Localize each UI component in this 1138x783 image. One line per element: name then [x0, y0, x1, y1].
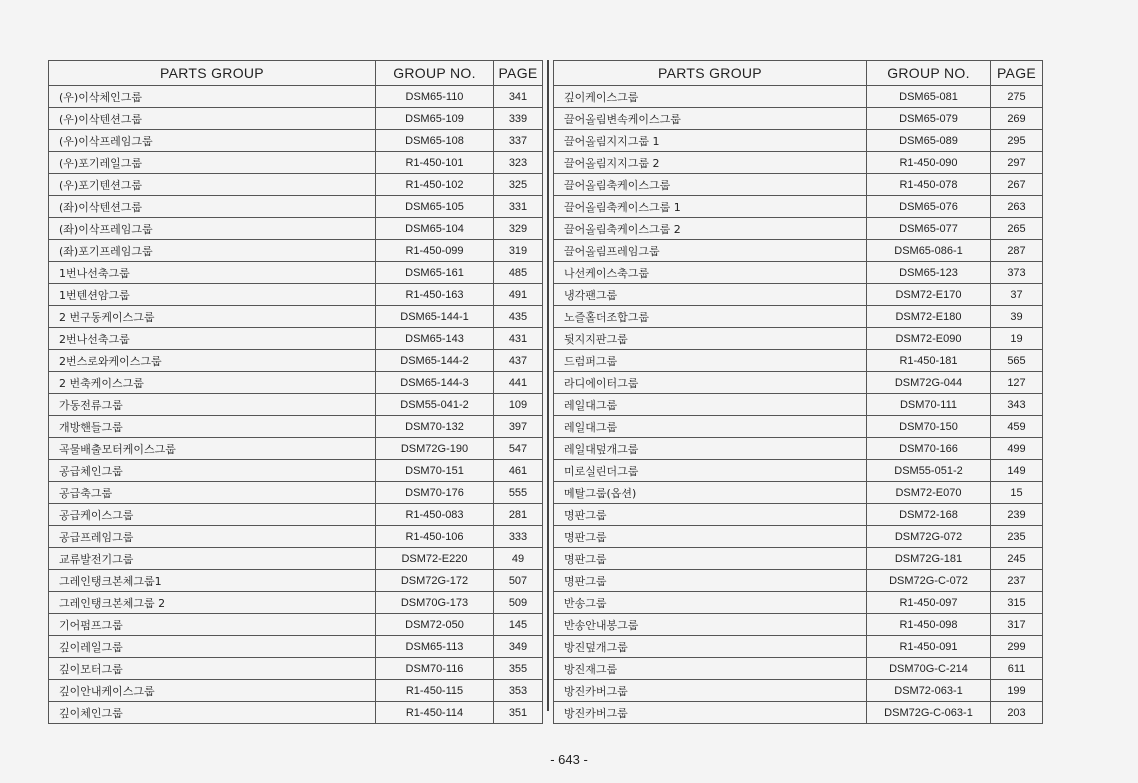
- group-no-cell: R1-450-091: [867, 636, 991, 658]
- table-row: [554, 284, 1043, 306]
- page-cell: 245: [991, 548, 1043, 570]
- group-no-cell: DSM65-076: [867, 196, 991, 218]
- part-name-cell: 끌어올림변속케이스그룹: [554, 108, 867, 130]
- header-page: PAGE: [991, 61, 1043, 86]
- page-cell: 431: [494, 328, 543, 350]
- group-no-cell: DSM70-176: [376, 482, 494, 504]
- part-name-cell: 반송안내봉그룹: [554, 614, 867, 636]
- table-row: [554, 174, 1043, 196]
- part-name-cell: (우)포기레일그룹: [49, 152, 376, 174]
- table-row: [49, 328, 543, 350]
- table-row: [554, 636, 1043, 658]
- part-name-cell: 방진카버그룹: [554, 702, 867, 724]
- table-row: [554, 658, 1043, 680]
- part-name-cell: 끌어올림프레임그룹: [554, 240, 867, 262]
- part-name-cell: (우)이삭체인그룹: [49, 86, 376, 108]
- part-name-cell: (좌)포기프레임그룹: [49, 240, 376, 262]
- table-row: [49, 284, 543, 306]
- table-row: [49, 130, 543, 152]
- table-header-row: [554, 61, 1043, 86]
- table-row: [554, 416, 1043, 438]
- page-cell: 39: [991, 306, 1043, 328]
- page-cell: 565: [991, 350, 1043, 372]
- group-no-cell: DSM72-E090: [867, 328, 991, 350]
- part-name-cell: 방진덮개그룹: [554, 636, 867, 658]
- page-cell: 349: [494, 636, 543, 658]
- page-cell: 547: [494, 438, 543, 460]
- table-row: [49, 372, 543, 394]
- table-row: [554, 108, 1043, 130]
- group-no-cell: DSM72-050: [376, 614, 494, 636]
- page-cell: 267: [991, 174, 1043, 196]
- group-no-cell: R1-450-101: [376, 152, 494, 174]
- part-name-cell: 미로실린더그룹: [554, 460, 867, 482]
- group-no-cell: DSM65-143: [376, 328, 494, 350]
- group-no-cell: DSM70-132: [376, 416, 494, 438]
- part-name-cell: 명판그룹: [554, 570, 867, 592]
- page-cell: 329: [494, 218, 543, 240]
- page-cell: 343: [991, 394, 1043, 416]
- page-cell: 199: [991, 680, 1043, 702]
- part-name-cell: 노즐홀더조합그룹: [554, 306, 867, 328]
- page-cell: 315: [991, 592, 1043, 614]
- part-name-cell: 레일대덮개그룹: [554, 438, 867, 460]
- page-cell: 295: [991, 130, 1043, 152]
- page-cell: 435: [494, 306, 543, 328]
- page-cell: 269: [991, 108, 1043, 130]
- part-name-cell: 방진카버그룹: [554, 680, 867, 702]
- page-cell: 325: [494, 174, 543, 196]
- table-row: [49, 548, 543, 570]
- parts-table-right: [553, 60, 1043, 724]
- page-cell: 149: [991, 460, 1043, 482]
- group-no-cell: DSM72-E180: [867, 306, 991, 328]
- part-name-cell: 공급케이스그룹: [49, 504, 376, 526]
- table-row: [49, 526, 543, 548]
- part-name-cell: 냉각팬그룹: [554, 284, 867, 306]
- group-no-cell: DSM72-168: [867, 504, 991, 526]
- table-row: [49, 196, 543, 218]
- header-group-no: GROUP NO.: [867, 61, 991, 86]
- page-cell: 203: [991, 702, 1043, 724]
- page-number: - 643 -: [550, 752, 588, 767]
- group-no-cell: DSM72G-044: [867, 372, 991, 394]
- group-no-cell: DSM72-E220: [376, 548, 494, 570]
- table-row: [49, 218, 543, 240]
- table-row: [49, 614, 543, 636]
- page-cell: 441: [494, 372, 543, 394]
- group-no-cell: DSM70G-C-214: [867, 658, 991, 680]
- table-row: [554, 504, 1043, 526]
- group-no-cell: DSM72-063-1: [867, 680, 991, 702]
- page-cell: 317: [991, 614, 1043, 636]
- group-no-cell: DSM65-144-2: [376, 350, 494, 372]
- page-cell: 239: [991, 504, 1043, 526]
- table-row: [49, 416, 543, 438]
- group-no-cell: DSM72G-172: [376, 570, 494, 592]
- group-no-cell: DSM72G-C-063-1: [867, 702, 991, 724]
- group-no-cell: DSM65-109: [376, 108, 494, 130]
- header-group-no: GROUP NO.: [376, 61, 494, 86]
- page-cell: 265: [991, 218, 1043, 240]
- part-name-cell: 명판그룹: [554, 504, 867, 526]
- part-name-cell: 공급체인그룹: [49, 460, 376, 482]
- page-cell: 297: [991, 152, 1043, 174]
- group-no-cell: R1-450-099: [376, 240, 494, 262]
- group-no-cell: DSM65-081: [867, 86, 991, 108]
- page-cell: 461: [494, 460, 543, 482]
- table-row: [49, 108, 543, 130]
- page-cell: 145: [494, 614, 543, 636]
- part-name-cell: (우)포기텐션그룹: [49, 174, 376, 196]
- table-row: [554, 218, 1043, 240]
- page-cell: 237: [991, 570, 1043, 592]
- part-name-cell: 2번나선축그룹: [49, 328, 376, 350]
- part-name-cell: 2 번축케이스그룹: [49, 372, 376, 394]
- part-name-cell: 방진재그룹: [554, 658, 867, 680]
- page-cell: 37: [991, 284, 1043, 306]
- part-name-cell: 깊이체인그룹: [49, 702, 376, 724]
- part-name-cell: (좌)이삭프레임그룹: [49, 218, 376, 240]
- table-row: [49, 394, 543, 416]
- table-row: [49, 482, 543, 504]
- part-name-cell: 공급프레임그룹: [49, 526, 376, 548]
- group-no-cell: DSM65-077: [867, 218, 991, 240]
- part-name-cell: 끌어올림축케이스그룹 2: [554, 218, 867, 240]
- part-name-cell: 레일대그룹: [554, 416, 867, 438]
- table-row: [49, 702, 543, 724]
- page-cell: 127: [991, 372, 1043, 394]
- parts-table-left: [48, 60, 543, 724]
- part-name-cell: 1번텐션암그룹: [49, 284, 376, 306]
- table-row: [49, 240, 543, 262]
- group-no-cell: DSM65-123: [867, 262, 991, 284]
- table-row: [554, 614, 1043, 636]
- group-no-cell: DSM65-108: [376, 130, 494, 152]
- page-cell: 323: [494, 152, 543, 174]
- group-no-cell: DSM55-041-2: [376, 394, 494, 416]
- table-row: [49, 504, 543, 526]
- page-cell: 319: [494, 240, 543, 262]
- part-name-cell: 드럼퍼그룹: [554, 350, 867, 372]
- page-cell: 509: [494, 592, 543, 614]
- table-row: [554, 372, 1043, 394]
- table-row: [49, 438, 543, 460]
- page-cell: 275: [991, 86, 1043, 108]
- page-cell: 611: [991, 658, 1043, 680]
- group-no-cell: DSM72-E070: [867, 482, 991, 504]
- table-row: [554, 702, 1043, 724]
- part-name-cell: 깊이안내케이스그룹: [49, 680, 376, 702]
- group-no-cell: R1-450-106: [376, 526, 494, 548]
- group-no-cell: DSM65-161: [376, 262, 494, 284]
- part-name-cell: 그레인탱크본체그룹1: [49, 570, 376, 592]
- group-no-cell: R1-450-083: [376, 504, 494, 526]
- part-name-cell: 깊이케이스그룹: [554, 86, 867, 108]
- page-cell: 507: [494, 570, 543, 592]
- table-row: [49, 174, 543, 196]
- part-name-cell: 반송그룹: [554, 592, 867, 614]
- table-row: [49, 86, 543, 108]
- group-no-cell: R1-450-114: [376, 702, 494, 724]
- group-no-cell: DSM70G-173: [376, 592, 494, 614]
- part-name-cell: 1번나선축그룹: [49, 262, 376, 284]
- page-cell: 353: [494, 680, 543, 702]
- part-name-cell: 끌어올림지지그룹 2: [554, 152, 867, 174]
- group-no-cell: R1-450-181: [867, 350, 991, 372]
- table-row: [554, 526, 1043, 548]
- table-row: [49, 592, 543, 614]
- page-cell: 331: [494, 196, 543, 218]
- page-cell: 339: [494, 108, 543, 130]
- table-row: [49, 262, 543, 284]
- page-cell: 287: [991, 240, 1043, 262]
- group-no-cell: R1-450-115: [376, 680, 494, 702]
- part-name-cell: 기어펌프그룹: [49, 614, 376, 636]
- page-cell: 49: [494, 548, 543, 570]
- group-no-cell: DSM70-111: [867, 394, 991, 416]
- table-row: [49, 636, 543, 658]
- group-no-cell: R1-450-090: [867, 152, 991, 174]
- group-no-cell: R1-450-163: [376, 284, 494, 306]
- page-cell: 491: [494, 284, 543, 306]
- group-no-cell: R1-450-102: [376, 174, 494, 196]
- part-name-cell: 교류발전기그룹: [49, 548, 376, 570]
- part-name-cell: (우)이삭텐션그룹: [49, 108, 376, 130]
- table-row: [554, 130, 1043, 152]
- group-no-cell: DSM72-E170: [867, 284, 991, 306]
- page-cell: 299: [991, 636, 1043, 658]
- page-cell: 341: [494, 86, 543, 108]
- part-name-cell: 명판그룹: [554, 548, 867, 570]
- page-cell: 373: [991, 262, 1043, 284]
- page-cell: 459: [991, 416, 1043, 438]
- part-name-cell: (우)이삭프레임그룹: [49, 130, 376, 152]
- page-cell: 499: [991, 438, 1043, 460]
- part-name-cell: 끌어올림지지그룹 1: [554, 130, 867, 152]
- table-row: [49, 152, 543, 174]
- group-no-cell: DSM65-144-3: [376, 372, 494, 394]
- group-no-cell: DSM65-086-1: [867, 240, 991, 262]
- part-name-cell: 가동전류그룹: [49, 394, 376, 416]
- part-name-cell: 2 번구동케이스그룹: [49, 306, 376, 328]
- table-row: [554, 306, 1043, 328]
- part-name-cell: 레일대그룹: [554, 394, 867, 416]
- page-cell: 337: [494, 130, 543, 152]
- table-row: [49, 350, 543, 372]
- page-cell: 281: [494, 504, 543, 526]
- group-no-cell: R1-450-078: [867, 174, 991, 196]
- page-cell: 109: [494, 394, 543, 416]
- page-cell: 263: [991, 196, 1043, 218]
- table-row: [554, 592, 1043, 614]
- part-name-cell: 라디에이터그룹: [554, 372, 867, 394]
- group-no-cell: DSM72G-190: [376, 438, 494, 460]
- table-row: [554, 570, 1043, 592]
- part-name-cell: 메탈그룹(옵션): [554, 482, 867, 504]
- table-row: [554, 680, 1043, 702]
- group-no-cell: DSM65-104: [376, 218, 494, 240]
- table-row: [49, 658, 543, 680]
- header-parts-group: PARTS GROUP: [49, 61, 376, 86]
- part-name-cell: 깊이레일그룹: [49, 636, 376, 658]
- page-cell: 333: [494, 526, 543, 548]
- part-name-cell: 2번스로와케이스그룹: [49, 350, 376, 372]
- table-header-row: [49, 61, 543, 86]
- part-name-cell: 나선케이스축그룹: [554, 262, 867, 284]
- table-row: [554, 482, 1043, 504]
- page-cell: 437: [494, 350, 543, 372]
- table-row: [554, 152, 1043, 174]
- group-no-cell: DSM55-051-2: [867, 460, 991, 482]
- table-row: [554, 262, 1043, 284]
- group-no-cell: DSM70-166: [867, 438, 991, 460]
- table-row: [49, 306, 543, 328]
- table-row: [554, 240, 1043, 262]
- page-cell: 555: [494, 482, 543, 504]
- group-no-cell: DSM65-144-1: [376, 306, 494, 328]
- table-row: [554, 438, 1043, 460]
- page-cell: 15: [991, 482, 1043, 504]
- group-no-cell: DSM70-151: [376, 460, 494, 482]
- part-name-cell: 끌어올림축케이스그룹 1: [554, 196, 867, 218]
- group-no-cell: DSM70-116: [376, 658, 494, 680]
- table-row: [554, 394, 1043, 416]
- table-row: [49, 570, 543, 592]
- group-no-cell: DSM65-113: [376, 636, 494, 658]
- table-row: [49, 460, 543, 482]
- group-no-cell: DSM65-105: [376, 196, 494, 218]
- table-row: [554, 328, 1043, 350]
- group-no-cell: DSM65-079: [867, 108, 991, 130]
- part-name-cell: 곡물배출모터케이스그룹: [49, 438, 376, 460]
- part-name-cell: 그레인탱크본체그룹 2: [49, 592, 376, 614]
- table-row: [554, 548, 1043, 570]
- group-no-cell: DSM65-089: [867, 130, 991, 152]
- page-cell: 235: [991, 526, 1043, 548]
- group-no-cell: R1-450-098: [867, 614, 991, 636]
- group-no-cell: DSM65-110: [376, 86, 494, 108]
- part-name-cell: 개방핸들그룹: [49, 416, 376, 438]
- page-cell: 351: [494, 702, 543, 724]
- group-no-cell: DSM72G-C-072: [867, 570, 991, 592]
- page-cell: 485: [494, 262, 543, 284]
- header-parts-group: PARTS GROUP: [554, 61, 867, 86]
- group-no-cell: DSM72G-181: [867, 548, 991, 570]
- page-cell: 355: [494, 658, 543, 680]
- page-cell: 397: [494, 416, 543, 438]
- part-name-cell: 공급축그룹: [49, 482, 376, 504]
- table-row: [554, 196, 1043, 218]
- table-row: [49, 680, 543, 702]
- part-name-cell: (좌)이삭텐션그룹: [49, 196, 376, 218]
- group-no-cell: DSM72G-072: [867, 526, 991, 548]
- part-name-cell: 명판그룹: [554, 526, 867, 548]
- page-cell: 19: [991, 328, 1043, 350]
- part-name-cell: 끌어올림축케이스그룹: [554, 174, 867, 196]
- group-no-cell: R1-450-097: [867, 592, 991, 614]
- group-no-cell: DSM70-150: [867, 416, 991, 438]
- table-row: [554, 460, 1043, 482]
- part-name-cell: 깊이모터그룹: [49, 658, 376, 680]
- part-name-cell: 뒷지지판그룹: [554, 328, 867, 350]
- table-row: [554, 86, 1043, 108]
- table-row: [554, 350, 1043, 372]
- column-divider: [547, 60, 549, 711]
- header-page: PAGE: [494, 61, 543, 86]
